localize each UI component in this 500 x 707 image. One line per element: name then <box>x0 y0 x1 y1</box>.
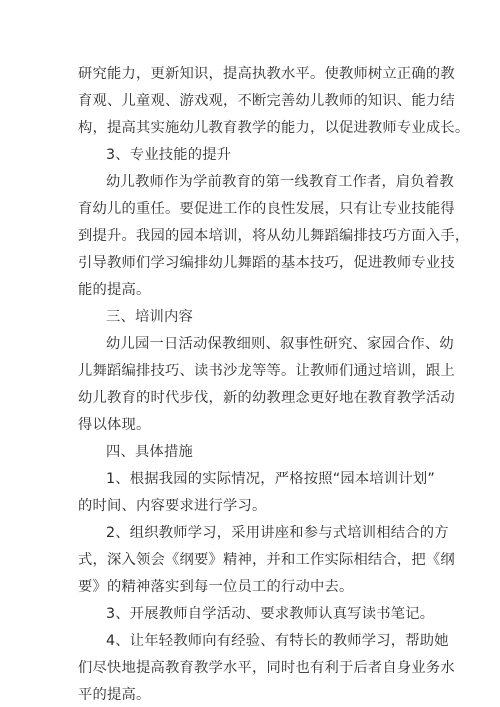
text-line: 1、根据我园的实际情况，严格按照“园本培训计划” <box>106 471 435 487</box>
text-line: 4、让年轻教师向有经验、有特长的教师学习，帮助她 <box>106 633 449 649</box>
text-line: 构，提高其实施幼儿教育教学的能力，以促进教师专业成长。 <box>78 120 470 136</box>
section-heading: 三、培训内容 <box>106 309 193 325</box>
text-line: 式，深入领会《纲要》精神，并和工作实际相结合，把《纲 <box>78 552 455 568</box>
section-heading: 四、具体措施 <box>106 444 193 460</box>
text-line: 的时间、内容要求进行学习。 <box>78 498 267 514</box>
text-line: 引导教师们学习编排幼儿舞蹈的基本技巧，促进教师专业技 <box>78 255 455 271</box>
text-line: 得以体现。 <box>78 417 151 433</box>
text-line: 要》的精神落实到每一位员工的行动中去。 <box>78 579 354 595</box>
text-line: 3、开展教师自学活动、要求教师认真写读书笔记。 <box>106 606 435 622</box>
section-heading: 3、专业技能的提升 <box>106 147 232 163</box>
text-line: 幼儿教师作为学前教育的第一线教育工作者，肩负着教 <box>106 174 454 190</box>
text-line: 育幼儿的重任。要促进工作的良性发展，只有让专业技能得 <box>78 201 455 217</box>
text-line: 研究能力，更新知识，提高执教水平。使教师树立正确的教 <box>78 66 455 82</box>
text-line: 幼儿园一日活动保教细则、叙事性研究、家园合作、幼 <box>106 336 454 352</box>
text-line: 平的提高。 <box>78 687 151 703</box>
text-line: 育观、儿童观、游戏观，不断完善幼儿教师的知识、能力结 <box>78 93 455 109</box>
text-line: 幼儿教育的时代步伐，新的幼教理念更好地在教育教学活动 <box>78 390 455 406</box>
text-line: 到提升。我园的园本培训，将从幼儿舞蹈编排技巧方面入手， <box>78 228 470 244</box>
text-line: 能的提高。 <box>78 282 151 298</box>
text-line: 儿舞蹈编排技巧、读书沙龙等等。让教师们通过培训，跟上 <box>78 363 455 379</box>
text-line: 2、组织教师学习，采用讲座和参与式培训相结合的方 <box>106 525 449 541</box>
text-line: 们尽快地提高教育教学水平，同时也有利于后者自身业务水 <box>78 660 455 676</box>
